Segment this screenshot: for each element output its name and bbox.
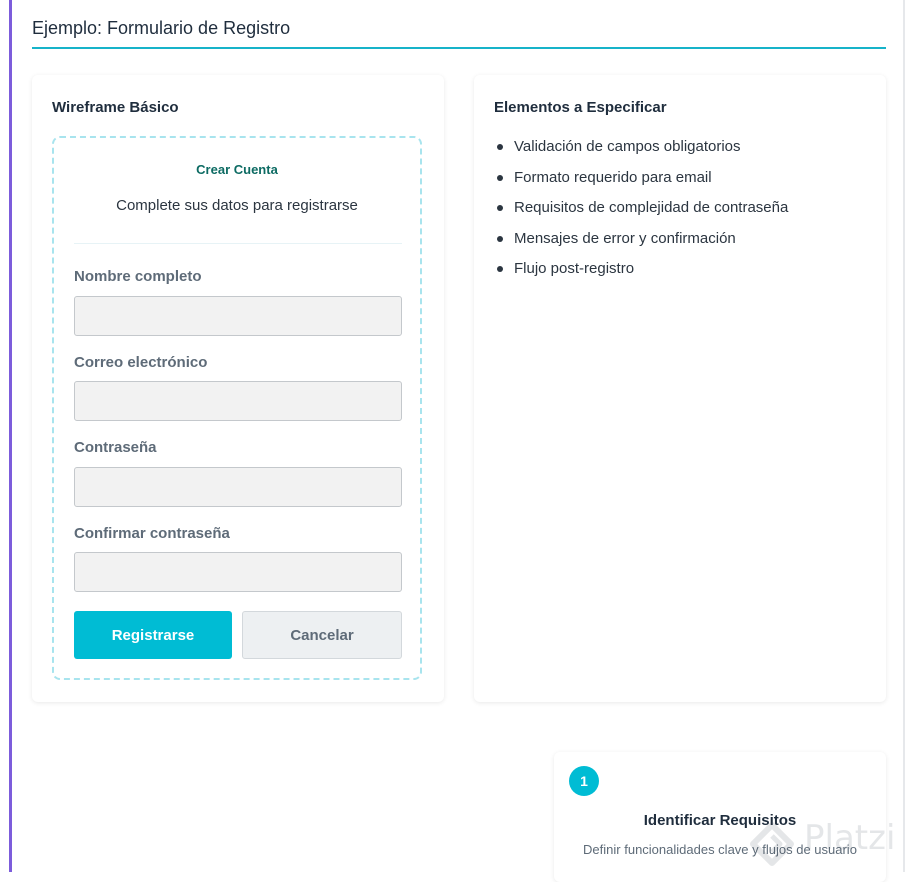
- spec-list-item: Flujo post-registro: [494, 257, 788, 288]
- right-border: [903, 0, 905, 872]
- section-title: Ejemplo: Formulario de Registro: [32, 18, 291, 38]
- spec-list-item: Mensajes de error y confirmación: [494, 227, 788, 258]
- form-divider: [74, 243, 402, 244]
- platzi-logo-icon: [750, 822, 794, 866]
- platzi-watermark: [750, 818, 910, 872]
- password-field[interactable]: [74, 467, 402, 507]
- section-title-underline: [32, 47, 886, 49]
- step-description: Definir funcionalidades clave y flujos de usuario: [583, 842, 857, 857]
- form-title: Crear Cuenta: [196, 162, 278, 177]
- full-name-label: Nombre completo: [74, 268, 202, 285]
- registration-form-wireframe: [52, 136, 422, 680]
- email-field[interactable]: [74, 381, 402, 421]
- spec-list-item: Formato requerido para email: [494, 166, 788, 197]
- cancel-button[interactable]: Cancelar: [242, 611, 402, 659]
- step-title: Identificar Requisitos: [643, 812, 797, 829]
- wireframe-card: [32, 75, 444, 702]
- confirm-password-field[interactable]: [74, 552, 402, 592]
- spec-list-item: Requisitos de complejidad de contraseña: [494, 196, 788, 227]
- password-label: Contraseña: [74, 439, 157, 456]
- register-button[interactable]: Registrarse: [74, 611, 232, 659]
- email-label: Correo electrónico: [74, 354, 208, 371]
- spec-list: [494, 135, 788, 288]
- spec-list-item: Validación de campos obligatorios: [494, 135, 788, 166]
- confirm-password-label: Confirmar contraseña: [74, 525, 230, 542]
- spec-card-heading: Elementos a Especificar: [494, 99, 667, 116]
- full-name-field[interactable]: [74, 296, 402, 336]
- wireframe-card-heading: Wireframe Básico: [52, 99, 179, 116]
- left-accent-border: [9, 0, 12, 872]
- form-subtitle: Complete sus datos para registrarse: [116, 197, 358, 214]
- step-number-badge: 1: [569, 766, 599, 796]
- spec-card: [474, 75, 886, 702]
- platzi-watermark-text: Platzi: [804, 818, 896, 858]
